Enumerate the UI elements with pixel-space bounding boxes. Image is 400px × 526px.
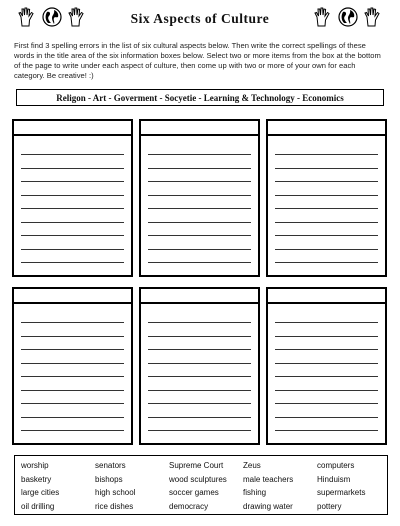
writing-line[interactable] (148, 430, 251, 431)
item-bank-word: drawing water (243, 501, 293, 511)
item-bank-word: Zeus (243, 461, 261, 470)
writing-line[interactable] (21, 430, 124, 431)
writing-line[interactable] (148, 168, 251, 169)
item-bank-word: large cities (21, 488, 60, 497)
writing-line[interactable] (148, 222, 251, 223)
writing-line[interactable] (21, 222, 124, 223)
item-bank-column (243, 459, 293, 513)
writing-line[interactable] (275, 249, 378, 250)
writing-line[interactable] (21, 390, 124, 391)
writing-line[interactable] (21, 195, 124, 196)
writing-line[interactable] (21, 336, 124, 337)
info-box-title-field[interactable] (14, 121, 131, 136)
instructions-text: First find 3 spelling errors in the list of six cultural aspects below. Then write the correct spellings of these words in the title area of the six information boxes below. Select two or more items from the box at the bottom of the page to write under each aspect of culture, then come up with two or more of your own for each category. Be creative! :) (14, 41, 381, 80)
writing-line[interactable] (148, 403, 251, 404)
writing-line[interactable] (275, 322, 378, 323)
globe-icon (337, 6, 359, 28)
writing-line[interactable] (21, 403, 124, 404)
item-bank-word: high school (95, 488, 136, 497)
writing-line[interactable] (275, 222, 378, 223)
item-bank-word: Hinduism (317, 474, 351, 484)
item-bank-column (21, 459, 59, 513)
writing-line[interactable] (275, 235, 378, 236)
hand-icon (362, 6, 384, 28)
writing-line[interactable] (148, 322, 251, 323)
item-bank-word: Supreme Court (169, 461, 224, 470)
item-bank-word: democracy (169, 501, 209, 511)
writing-line[interactable] (275, 430, 378, 431)
writing-line[interactable] (21, 181, 124, 182)
item-bank-word: bishops (95, 474, 123, 484)
writing-line[interactable] (148, 195, 251, 196)
item-bank-word: supermarkets (317, 488, 366, 497)
writing-line[interactable] (275, 154, 378, 155)
item-bank-column (169, 459, 227, 513)
writing-line[interactable] (21, 154, 124, 155)
item-bank-word: basketry (21, 474, 52, 484)
item-bank-word: male teachers (243, 474, 294, 484)
item-bank-word: senators (95, 461, 126, 470)
writing-line[interactable] (148, 390, 251, 391)
writing-line[interactable] (21, 322, 124, 323)
writing-line[interactable] (275, 390, 378, 391)
writing-line[interactable] (21, 376, 124, 377)
writing-line[interactable] (275, 376, 378, 377)
writing-line[interactable] (148, 262, 251, 263)
aspect-word-list-box (16, 89, 384, 106)
hand-icon (16, 6, 38, 28)
item-bank-box (14, 455, 388, 515)
item-bank-column (317, 459, 365, 513)
info-box-title-field[interactable] (268, 121, 385, 136)
writing-line[interactable] (148, 208, 251, 209)
item-bank-column (95, 459, 135, 513)
writing-line[interactable] (148, 235, 251, 236)
writing-line[interactable] (275, 403, 378, 404)
info-box (12, 287, 133, 445)
info-box (12, 119, 133, 277)
writing-line[interactable] (275, 262, 378, 263)
writing-line[interactable] (21, 208, 124, 209)
writing-line[interactable] (21, 168, 124, 169)
right-icon-group (312, 6, 384, 28)
writing-line[interactable] (21, 262, 124, 263)
writing-line[interactable] (21, 235, 124, 236)
hand-icon (66, 6, 88, 28)
left-icon-group (16, 6, 88, 28)
writing-line[interactable] (21, 349, 124, 350)
info-box (266, 119, 387, 277)
writing-line[interactable] (275, 181, 378, 182)
writing-line[interactable] (148, 336, 251, 337)
item-bank-word: computers (317, 461, 355, 470)
item-bank-word: oil drilling (21, 501, 55, 511)
writing-line[interactable] (148, 154, 251, 155)
page-title: Six Aspects of Culture (130, 11, 270, 26)
writing-line[interactable] (275, 336, 378, 337)
writing-line[interactable] (21, 363, 124, 364)
writing-line[interactable] (275, 168, 378, 169)
info-box-title-field[interactable] (141, 289, 258, 304)
writing-line[interactable] (148, 376, 251, 377)
info-box-title-field[interactable] (268, 289, 385, 304)
writing-line[interactable] (275, 363, 378, 364)
item-bank-word: pottery (317, 501, 342, 511)
writing-line[interactable] (148, 181, 251, 182)
writing-line[interactable] (275, 208, 378, 209)
writing-line[interactable] (21, 417, 124, 418)
info-box (266, 287, 387, 445)
info-box (139, 287, 260, 445)
page-header (0, 0, 400, 38)
info-box-title-field[interactable] (14, 289, 131, 304)
writing-line[interactable] (275, 349, 378, 350)
hand-icon (312, 6, 334, 28)
writing-line[interactable] (148, 249, 251, 250)
item-bank-word: fishing (243, 488, 267, 497)
writing-line[interactable] (275, 417, 378, 418)
writing-line[interactable] (148, 363, 251, 364)
writing-line[interactable] (21, 249, 124, 250)
item-bank-word: worship (21, 461, 49, 470)
writing-line[interactable] (275, 195, 378, 196)
aspect-word-list: Religon - Art - Goverment - Socyetie - Learning & Technology - Economics (56, 92, 344, 103)
item-bank-word: rice dishes (95, 501, 134, 511)
item-bank-word: wood sculptures (169, 474, 227, 484)
writing-line[interactable] (148, 417, 251, 418)
writing-line[interactable] (148, 349, 251, 350)
globe-icon (41, 6, 63, 28)
info-box (139, 119, 260, 277)
item-bank-word: soccer games (169, 488, 219, 497)
info-box-title-field[interactable] (141, 121, 258, 136)
